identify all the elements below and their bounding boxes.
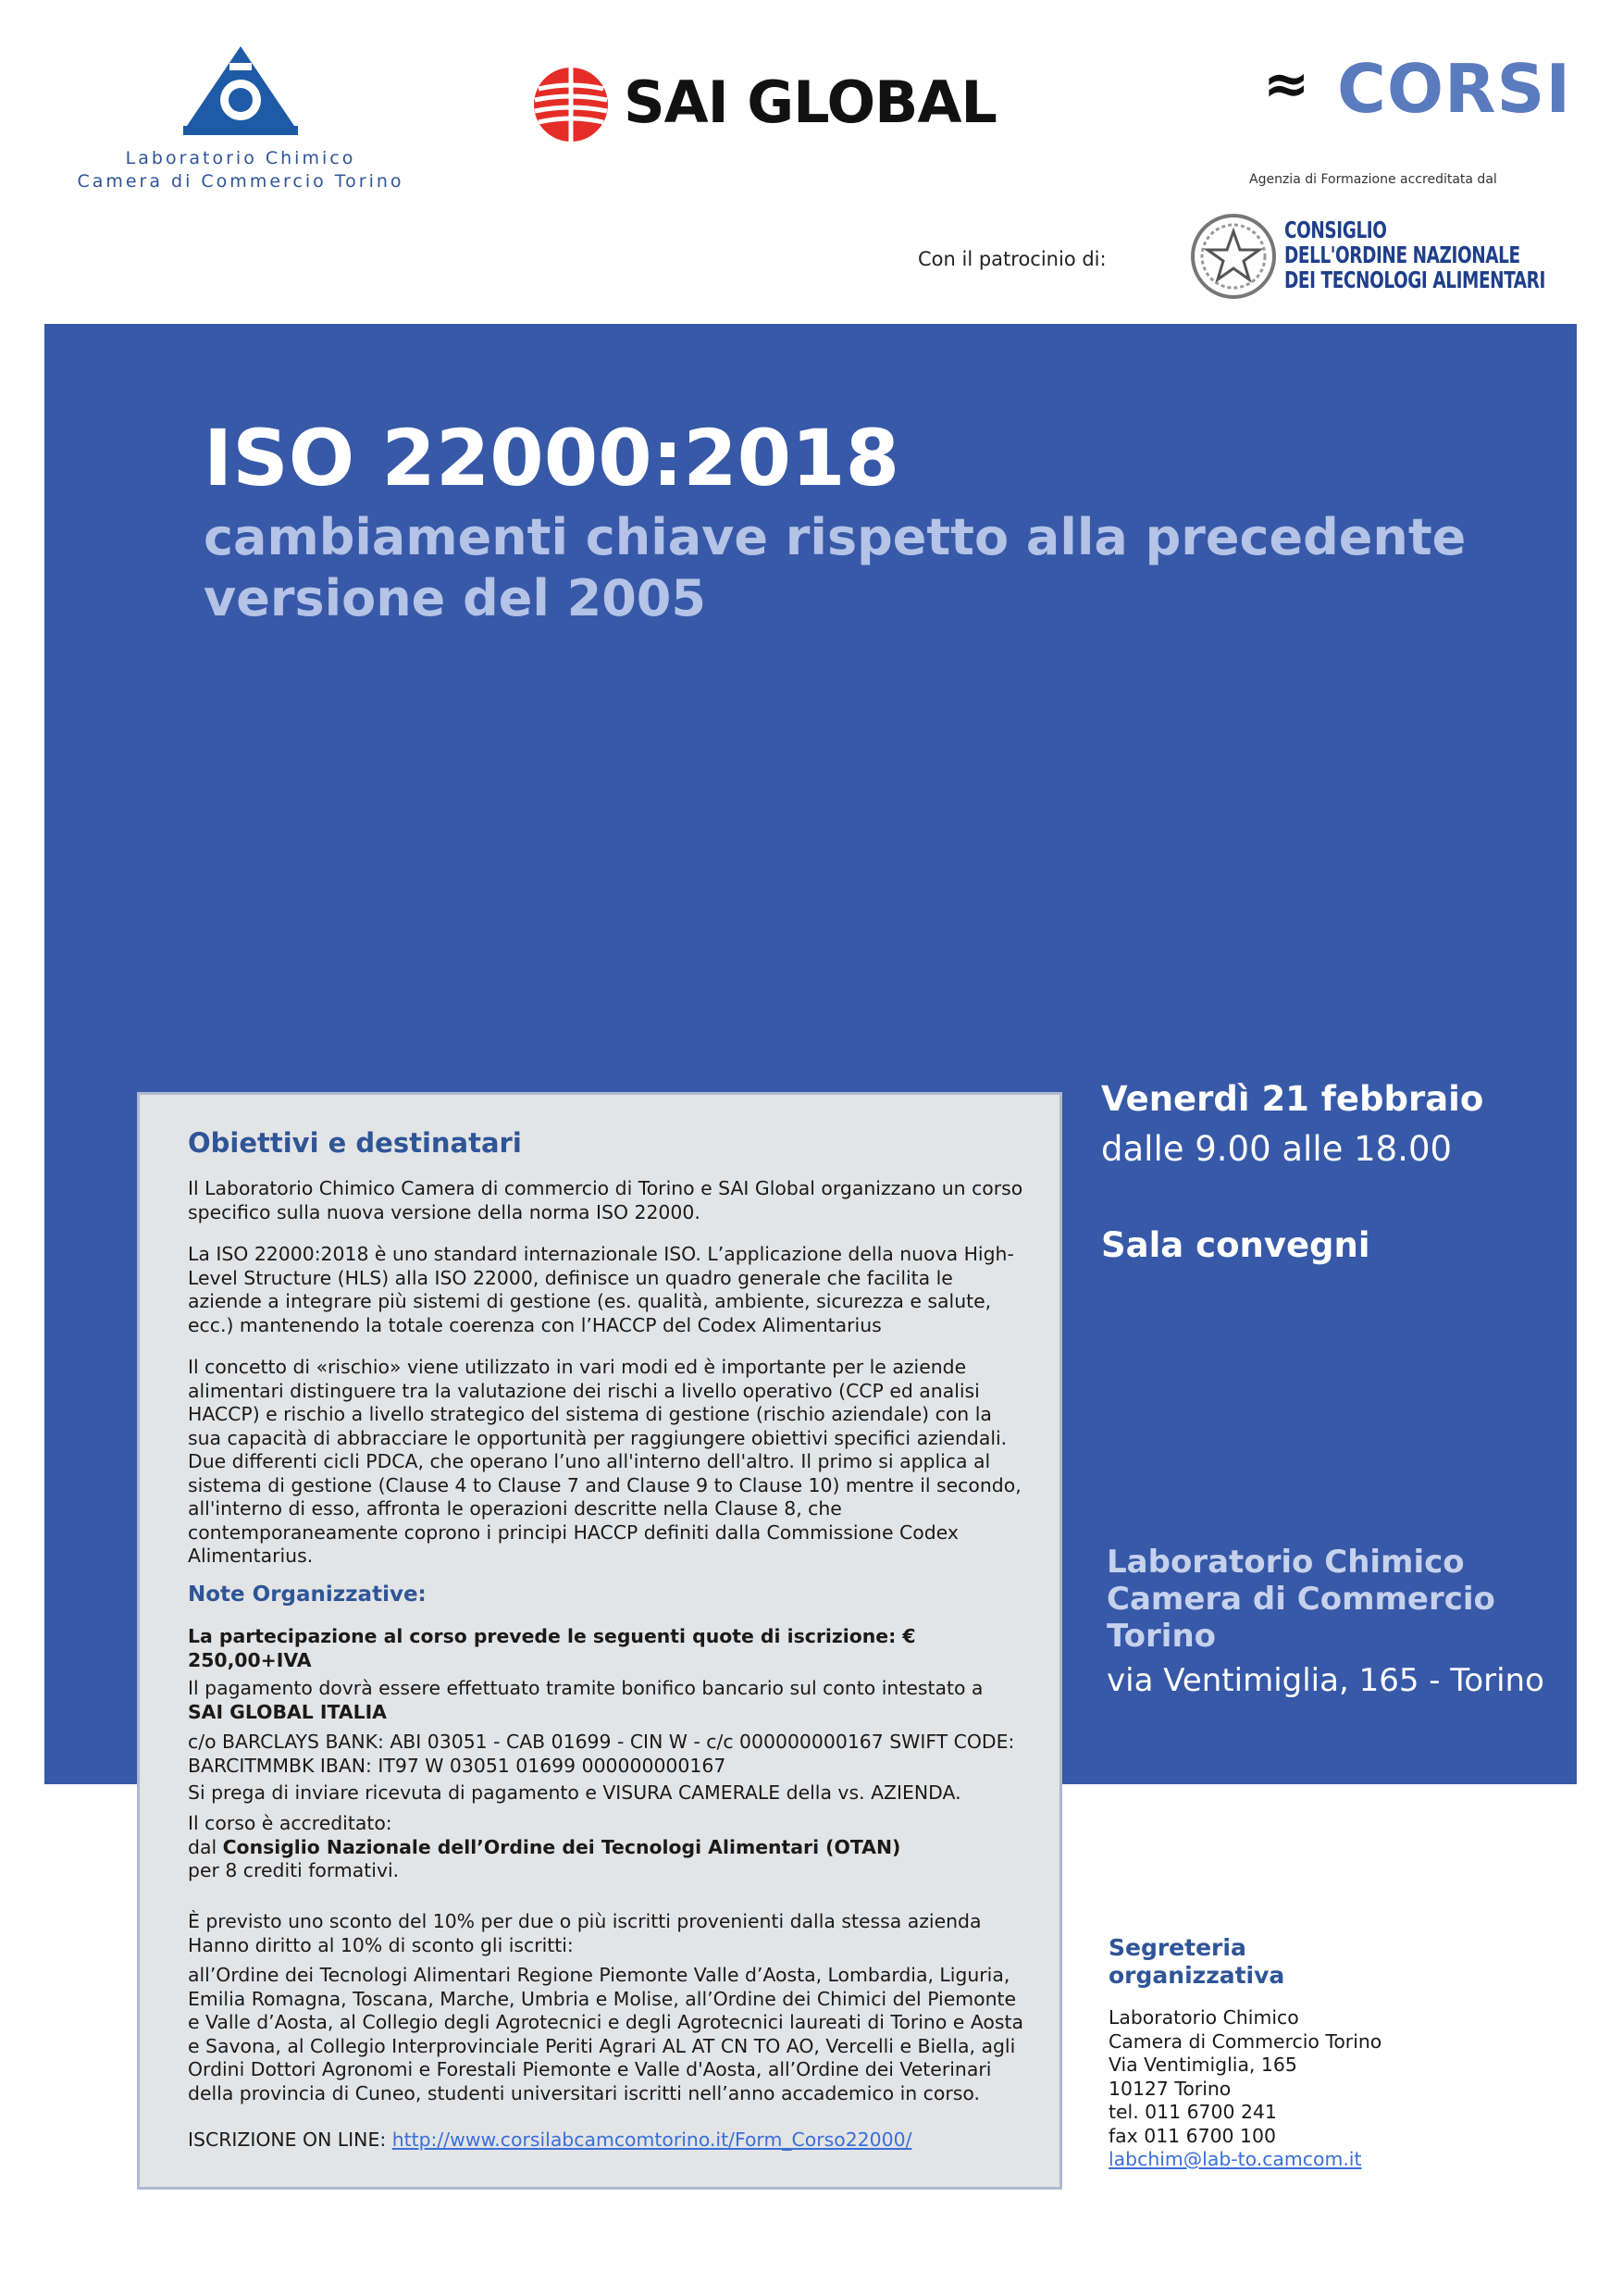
payment-intro: Il pagamento dovrà essere effettuato tramite bonifico bancario sul conto intestato a xyxy=(188,1677,984,1699)
lab-chimico-logo xyxy=(56,44,426,202)
discount-eligible-list: all’Ordine dei Tecnologi Alimentari Regione Piemonte Valle d’Aosta, Lombardia, Liguria, Emilia Romagna, Toscana, Marche, Umbria e Molise, all’Ordine dei Chimici del Piemonte e Valle d’Aosta, al Collegio degli Agrotecnici e degli Agrotecnici laureati di Torino e Aosta e Savona, al Collegio Interprovinciale Periti Agrari AL AT CN TO AO, Vercelli e Biella, agli Ordini Dottori Agronomi e Forestali Piemonte e Valle d'Aosta, all’Ordine dei Veterinari della provincia di Cuneo, studenti universitari iscritti nell’anno accademico in corso. xyxy=(188,1964,1024,2104)
patrocinio-label: Con il patrocinio di: xyxy=(918,248,1107,270)
iso-paragraph: La ISO 22000:2018 è uno standard internazionale ISO. L’applicazione della nuova High-Level Structure (HLS) alla ISO 22000, definisce un quadro generale che facilita le aziende a integrare più sistemi di gestione (es. qualità, ambiente, sicurezza e salute, ecc.) mantenendo la totale coerenza con l’HACCP del Codex Alimentarius xyxy=(188,1243,1014,1336)
discount-eligible-intro: Hanno diritto al 10% di sconto gli iscritti: xyxy=(188,1934,574,1956)
corsi-logo xyxy=(1263,46,1596,139)
bank-details: c/o BARCLAYS BANK: ABI 03051 - CAB 01699 - CIN W - c/c 000000000167 SWIFT CODE: BARCITMMBK IBAN: IT97 W 03051 01699 000000000167 xyxy=(188,1731,1015,1777)
otan-line3: DEI TECNOLOGI ALIMENTARI xyxy=(1284,267,1545,293)
sai-global-logo xyxy=(529,63,1084,146)
event-time: dalle 9.00 alle 18.00 xyxy=(1101,1129,1453,1169)
approx-icon: ≈ xyxy=(1263,52,1310,117)
republic-emblem-icon xyxy=(1187,205,1280,307)
accreditation-text xyxy=(188,1812,1030,1883)
secretariat-line1: Laboratorio Chimico xyxy=(1109,2006,1299,2029)
online-registration-label: ISCRIZIONE ON LINE: xyxy=(188,2128,387,2151)
otan-line2: DELL'ORDINE NAZIONALE xyxy=(1284,242,1520,268)
venue-address: via Ventimiglia, 165 - Torino xyxy=(1107,1662,1544,1699)
secretariat-line4: 10127 Torino xyxy=(1109,2077,1232,2100)
secretariat-line2: Camera di Commercio Torino xyxy=(1109,2029,1382,2053)
sai-logo-text: SAI GLOBAL xyxy=(624,68,997,136)
corsi-logo-text: CORSI xyxy=(1337,50,1572,128)
sai-globe-icon xyxy=(529,63,613,146)
lab-logo-line2: Camera di Commercio Torino xyxy=(77,171,404,192)
notes-title: Note Organizzative: xyxy=(188,1582,427,1607)
secretariat-contact xyxy=(1109,2006,1381,2172)
page-subtitle: cambiamenti chiave rispetto alla precedente versione del 2005 xyxy=(204,508,1467,627)
accreditation-intro: Il corso è accreditato: xyxy=(188,1812,392,1834)
lab-logo-line1: Laboratorio Chimico xyxy=(125,148,356,168)
flask-emblem-icon xyxy=(176,44,305,137)
accreditation-body-line xyxy=(188,1836,1030,1860)
objectives-title: Obiettivi e destinatari xyxy=(188,1127,522,1159)
receipt-note: Si prega di inviare ricevuta di pagamento e VISURA CAMERALE della vs. AZIENDA. xyxy=(188,1781,961,1804)
secretariat-phone: tel. 011 6700 241 xyxy=(1109,2101,1277,2123)
intro-paragraph: Il Laboratorio Chimico Camera di commercio di Torino e SAI Global organizzano un corso specifico sulla nuova versione della norma ISO 22000. xyxy=(188,1177,1023,1223)
payment-holder: SAI GLOBAL ITALIA xyxy=(188,1700,387,1723)
event-date: Venerdì 21 febbraio xyxy=(1101,1079,1484,1119)
secretariat-line3: Via Ventimiglia, 165 xyxy=(1109,2054,1297,2076)
risk-paragraph: Il concetto di «rischio» viene utilizzato in vari modi ed è importante per le aziende alimentari distinguere tra la valutazione dei rischi a livello operativo (CCP ed analisi HACCP) e rischio a livello strategico del sistema di gestione (rischio aziendale) con la sua capacità di abbracciare le opportunità per raggiungere obiettivi specifici aziendali. Due differenti cicli PDCA, che operano l’uno all'interno dell'altro. Il primo si applica al sistema di gestione (Clause 4 to Clause 7 and Clause 9 to Clause 10) mentre il secondo, all'interno di esso, affronta le operazioni descritte nella Clause 8, che contemporaneamente coprono i principi HACCP definiti dalla Commissione Codex Alimentarius. xyxy=(188,1356,1022,1567)
page-title: ISO 22000:2018 xyxy=(204,413,900,503)
otan-logo xyxy=(1187,205,1594,307)
secretariat-fax: fax 011 6700 100 xyxy=(1109,2124,1276,2147)
fee-text: La partecipazione al corso prevede le seguenti quote di iscrizione: € 250,00+IVA xyxy=(188,1625,916,1671)
accreditation-dal: dal xyxy=(188,1835,217,1858)
accreditation-body: Consiglio Nazionale dell’Ordine dei Tecnologi Alimentari (OTAN) xyxy=(222,1835,901,1858)
accreditation-credits: per 8 crediti formativi. xyxy=(188,1859,400,1881)
payment-text xyxy=(188,1677,1030,1724)
secretariat-email-link[interactable]: labchim@lab-to.camcom.it xyxy=(1109,2148,1362,2170)
discount-company: È previsto uno sconto del 10% per due o più iscritti provenienti dalla stessa azienda xyxy=(188,1910,982,1932)
event-room: Sala convegni xyxy=(1101,1225,1370,1265)
registration-link[interactable]: http://www.corsilabcamcomtorino.it/Form_Corso22000/ xyxy=(391,2128,912,2151)
otan-line1: CONSIGLIO xyxy=(1284,217,1387,243)
agency-note: Agenzia di Formazione accreditata dal xyxy=(1249,172,1497,187)
venue-name: Laboratorio Chimico Camera di Commercio Torino xyxy=(1107,1544,1495,1655)
online-registration xyxy=(188,2128,1030,2153)
secretariat-title: Segreteria organizzativa xyxy=(1109,1934,1285,1989)
